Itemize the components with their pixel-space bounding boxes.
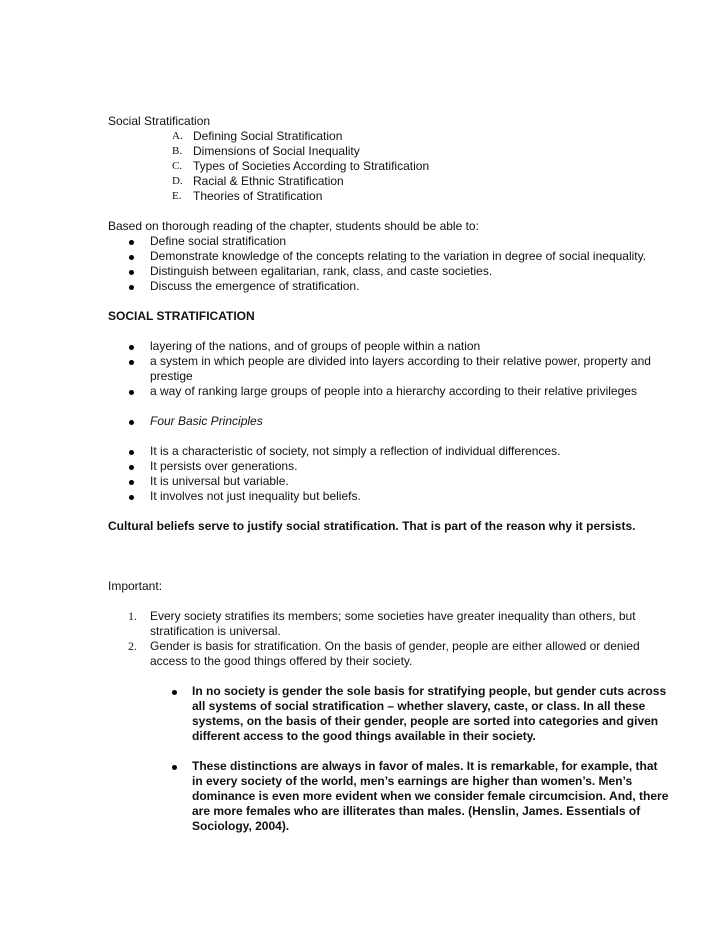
bullet-icon: [129, 465, 134, 470]
outline-item: Types of Societies According to Stratification: [193, 159, 430, 173]
important-item-line: Gender is basis for stratification. On the basis of gender, people are either allowed or denied: [150, 639, 640, 653]
outline-letter: C.: [172, 160, 183, 172]
gender-point-line: dominance is even more evident when we consider female circumcision. And, there: [192, 789, 669, 803]
bullet-icon: [129, 285, 134, 290]
outline-letter: B.: [172, 145, 183, 157]
objective-item: Distinguish between egalitarian, rank, class, and caste societies.: [150, 264, 493, 278]
bullet-icon: [129, 390, 134, 395]
bullet-icon: [129, 495, 134, 500]
gender-point-line: are more females who are illiterates than males. (Henslin, James. Essentials of: [192, 804, 641, 818]
list-number: 2.: [128, 639, 137, 653]
principles-heading: Four Basic Principles: [150, 414, 263, 428]
cultural-note: Cultural beliefs serve to justify social stratification. That is part of the reason why it persists.: [108, 519, 636, 533]
definition-item: a way of ranking large groups of people into a hierarchy according to their relative privileges: [150, 384, 637, 398]
objective-item: Discuss the emergence of stratification.: [150, 279, 360, 293]
gender-point-line: all systems of social stratification – whether slavery, caste, or class. In all these: [192, 699, 646, 713]
bullet-icon: [129, 420, 134, 425]
definition-item: a system in which people are divided into layers according to their relative power, property and: [150, 354, 651, 368]
gender-point-line: These distinctions are always in favor of males. It is remarkable, for example, that: [192, 759, 658, 773]
gender-point-line: in every society of the world, men’s earnings are higher than women’s. Men’s: [192, 774, 633, 788]
outline-item: Racial & Ethnic Stratification: [193, 174, 344, 188]
principle-item: It is universal but variable.: [150, 474, 289, 488]
outline-letter: D.: [172, 175, 183, 187]
principle-item: It is a characteristic of society, not simply a reflection of individual differences.: [150, 444, 561, 458]
principle-item: It persists over generations.: [150, 459, 298, 473]
bullet-icon: [129, 450, 134, 455]
outline-item: Defining Social Stratification: [193, 129, 343, 143]
gender-point-line: In no society is gender the sole basis for stratifying people, but gender cuts across: [192, 684, 667, 698]
bullet-icon: [129, 240, 134, 245]
gender-point-line: Sociology, 2004).: [192, 819, 290, 833]
objective-item: Demonstrate knowledge of the concepts relating to the variation in degree of social inequality.: [150, 249, 647, 263]
outline-item: Theories of Stratification: [193, 189, 323, 203]
bullet-icon: [129, 255, 134, 260]
important-item-line: access to the good things offered by their society.: [150, 654, 413, 668]
bullet-icon: [129, 480, 134, 485]
definition-item: layering of the nations, and of groups of people within a nation: [150, 339, 481, 353]
bullet-icon: [172, 690, 177, 695]
definition-item-continued: prestige: [150, 369, 193, 383]
bullet-icon: [129, 345, 134, 350]
list-number: 1.: [128, 609, 137, 623]
outline-letter: E.: [172, 190, 182, 202]
objective-item: Define social stratification: [150, 234, 287, 248]
outline-item: Dimensions of Social Inequality: [193, 144, 360, 158]
gender-point-line: systems, on the basis of their gender, people are sorted into categories and given: [192, 714, 659, 728]
important-label: Important:: [108, 579, 163, 593]
bullet-icon: [129, 270, 134, 275]
section-heading: SOCIAL STRATIFICATION: [108, 309, 255, 323]
principle-item: It involves not just inequality but beliefs.: [150, 489, 361, 503]
important-item-line: stratification is universal.: [150, 624, 281, 638]
outline-letter: A.: [172, 130, 183, 142]
important-item-line: Every society stratifies its members; some societies have greater inequality than others, but: [150, 609, 636, 623]
doc-title: Social Stratification: [108, 114, 211, 128]
objectives-intro: Based on thorough reading of the chapter, students should be able to:: [108, 219, 479, 233]
bullet-icon: [129, 360, 134, 365]
bullet-icon: [172, 765, 177, 770]
gender-point-line: different access to the good things available in their society.: [192, 729, 536, 743]
